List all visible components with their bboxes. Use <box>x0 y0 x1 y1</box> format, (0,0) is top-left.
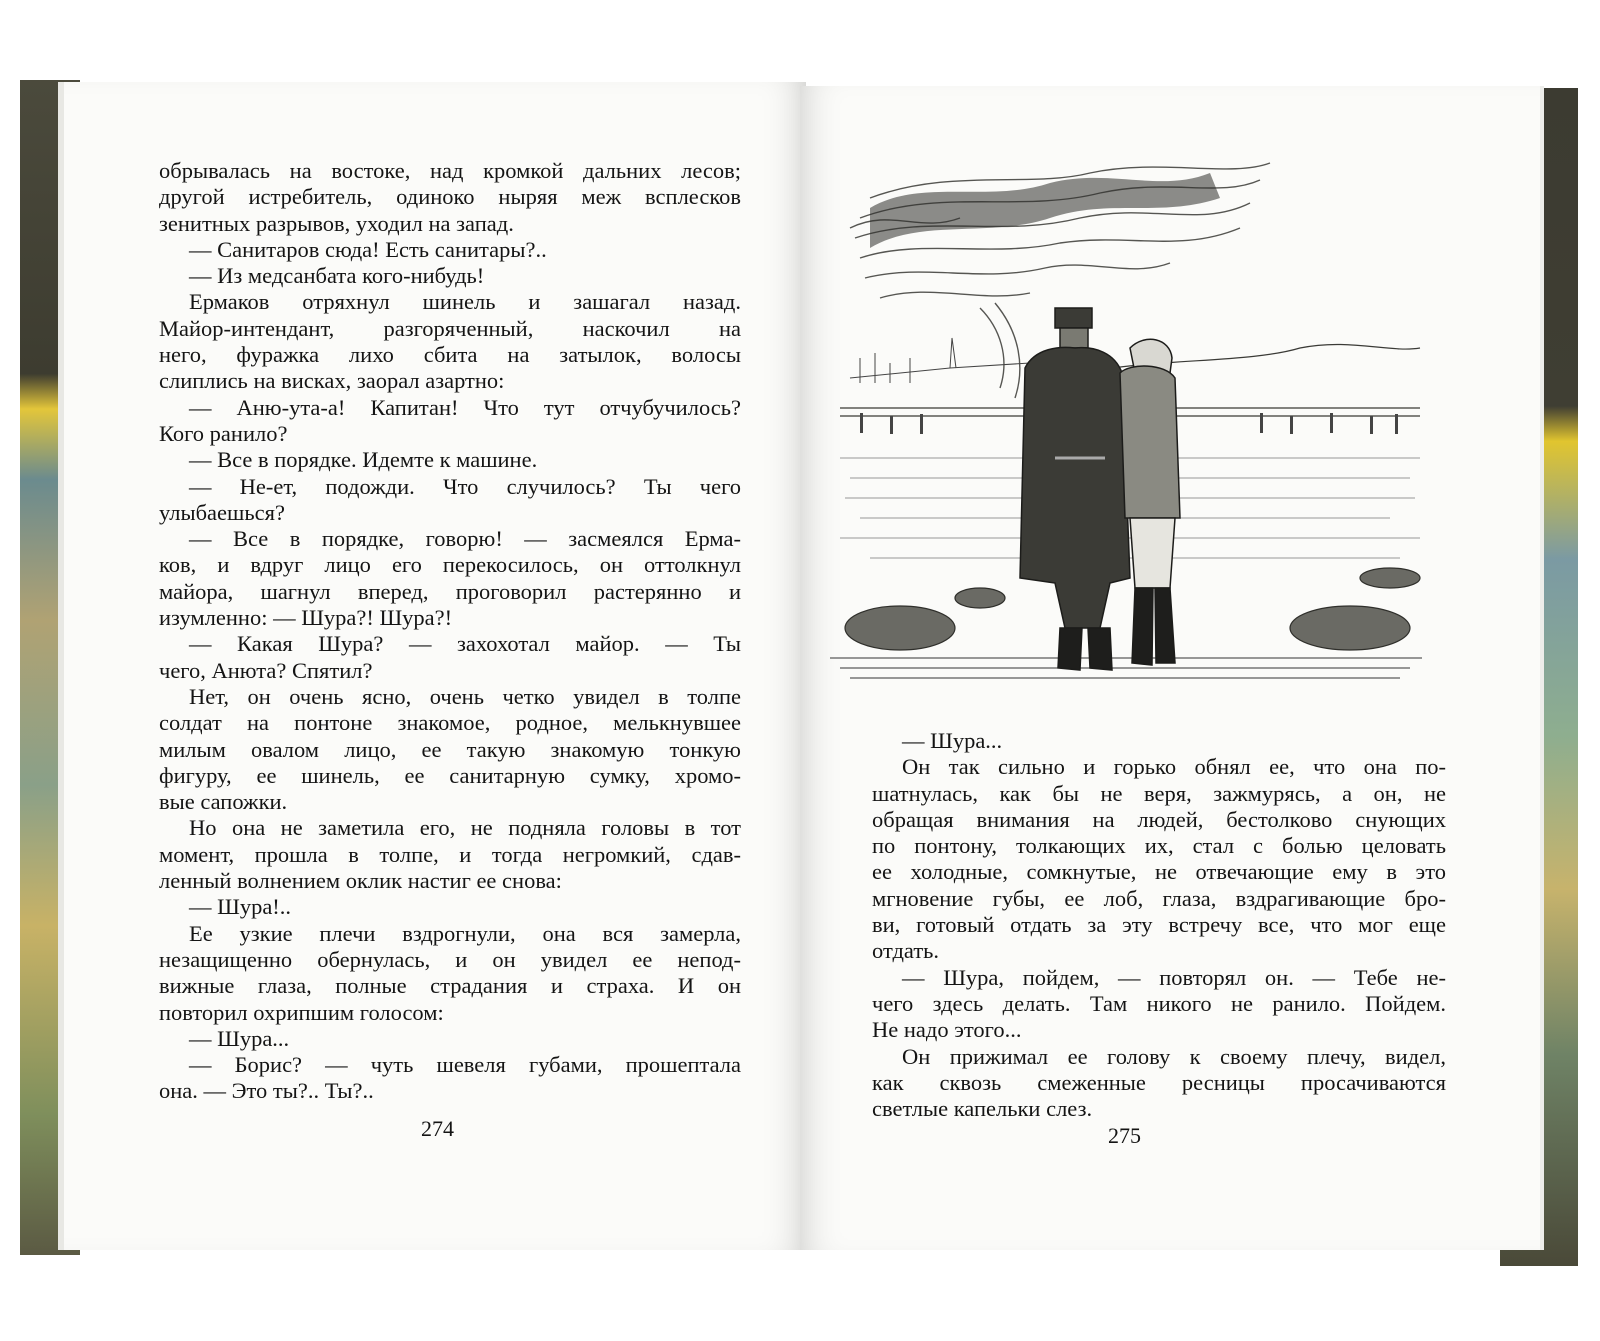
text-line: повторил охрипшим голосом: <box>159 999 444 1025</box>
page-number: 274 <box>421 1116 454 1141</box>
text-line: Но она не заметила его, не подняла головы в тот <box>189 815 741 841</box>
text-line: чего, Анюта? Спятил? <box>159 657 373 683</box>
text-line: обрывалась на востоке, над кромкой дальних лесов; <box>159 158 741 183</box>
text-line: ее холодные, сомкнутые, не отвечающие ему в это <box>872 859 1446 885</box>
text-line: Нет, он очень ясно, очень четко увидел в толпе <box>189 683 741 709</box>
text-line: солдат на понтоне знакомое, родное, мелькнувшее <box>159 710 741 736</box>
text-line: Не надо этого... <box>872 1017 1022 1043</box>
text-line: — Не-ет, подожди. Что случилось? Ты чего <box>189 473 741 499</box>
text-line: — Все в порядке, говорю! — засмеялся Ерма- <box>189 526 741 552</box>
left-page <box>58 82 806 1250</box>
text-line: изумленно: — Шура?! Шура?! <box>159 605 453 631</box>
text-line: майора, шагнул вперед, проговорил растерянно и <box>159 578 741 604</box>
text-line: другой истребитель, одиноко ныряя меж всплесков <box>159 184 741 210</box>
text-line: ви, готовый отдать за эту встречу все, что мог еще <box>872 912 1446 938</box>
page-number: 275 <box>1108 1123 1141 1148</box>
left-page-text <box>159 158 741 1105</box>
text-line: по понтону, толкающих их, стал с болью целовать <box>872 833 1446 859</box>
text-line: момент, прошла в толпе, и тогда негромкий, сдав- <box>159 841 741 867</box>
text-line: — Все в порядке. Идемте к машине. <box>189 447 538 473</box>
text-line: мгновение губы, ее лоб, глаза, вздрагивающие бро- <box>872 885 1446 911</box>
text-line: — Санитаров сюда! Есть санитары?.. <box>189 236 547 262</box>
text-line: ков, и вдруг лицо его перекосилось, он оттолкнул <box>159 552 741 578</box>
text-line: обращая внимания на людей, бестолково снующих <box>872 806 1446 832</box>
text-line: она. — Это ты?.. Ты?.. <box>159 1078 374 1104</box>
text-line: Ее узкие плечи вздрогнули, она вся замерла, <box>189 920 741 946</box>
text-line: Он так сильно и горько обнял ее, что она по- <box>902 754 1446 780</box>
text-line: улыбаешься? <box>159 499 285 525</box>
etching-illustration <box>830 158 1422 688</box>
text-line: милым овалом лицо, ее такую знакомую тонкую <box>159 736 741 762</box>
text-line: фигуру, ее шинель, ее санитарную сумку, хромо- <box>159 762 741 788</box>
text-line: — Шура, пойдем, — повторял он. — Тебе не- <box>902 964 1446 990</box>
text-line: — Аню-ута-а! Капитан! Что тут отчубучилось? <box>189 394 741 420</box>
text-line: как сквозь смеженные ресницы просачиваются <box>872 1069 1446 1095</box>
text-line: Майор-интендант, разгоряченный, наскочил на <box>159 315 741 341</box>
text-line: вижные глаза, полные страдания и страха. И он <box>159 973 741 999</box>
text-line: ленный волнением оклик настиг ее снова: <box>159 868 562 894</box>
text-line: Он прижимал ее голову к своему плечу, видел, <box>902 1043 1446 1069</box>
text-line: вые сапожки. <box>159 789 288 815</box>
text-line: слиплись на висках, заорал азартно: <box>159 368 505 394</box>
text-line: — Какая Шура? — захохотал майор. — Ты <box>189 631 741 657</box>
text-line: шатнулась, как бы не веря, зажмурясь, а он, не <box>872 780 1446 806</box>
text-line: отдать. <box>872 938 940 964</box>
text-line: — Шура... <box>902 728 1003 753</box>
text-line: — Шура!.. <box>189 894 292 920</box>
text-line: зенитных разрывов, уходил на запад. <box>159 210 514 236</box>
text-line: — Из медсанбата кого-нибудь! <box>189 263 485 289</box>
text-line: светлые капельки слез. <box>872 1096 1093 1122</box>
text-line: чего здесь делать. Там никого не ранило. Пойдем. <box>872 990 1446 1016</box>
text-line: — Борис? — чуть шевеля губами, прошептала <box>189 1052 741 1078</box>
text-line: Кого ранило? <box>159 420 288 446</box>
text-line: незащищенно обернулась, и он увидел ее непод- <box>159 946 741 972</box>
right-page <box>800 86 1544 1250</box>
text-line: — Шура... <box>189 1025 290 1051</box>
text-line: Ермаков отряхнул шинель и зашагал назад. <box>189 289 741 315</box>
text-line: него, фуражка лихо сбита на затылок, волосы <box>159 342 741 368</box>
right-page-text <box>872 728 1446 1122</box>
